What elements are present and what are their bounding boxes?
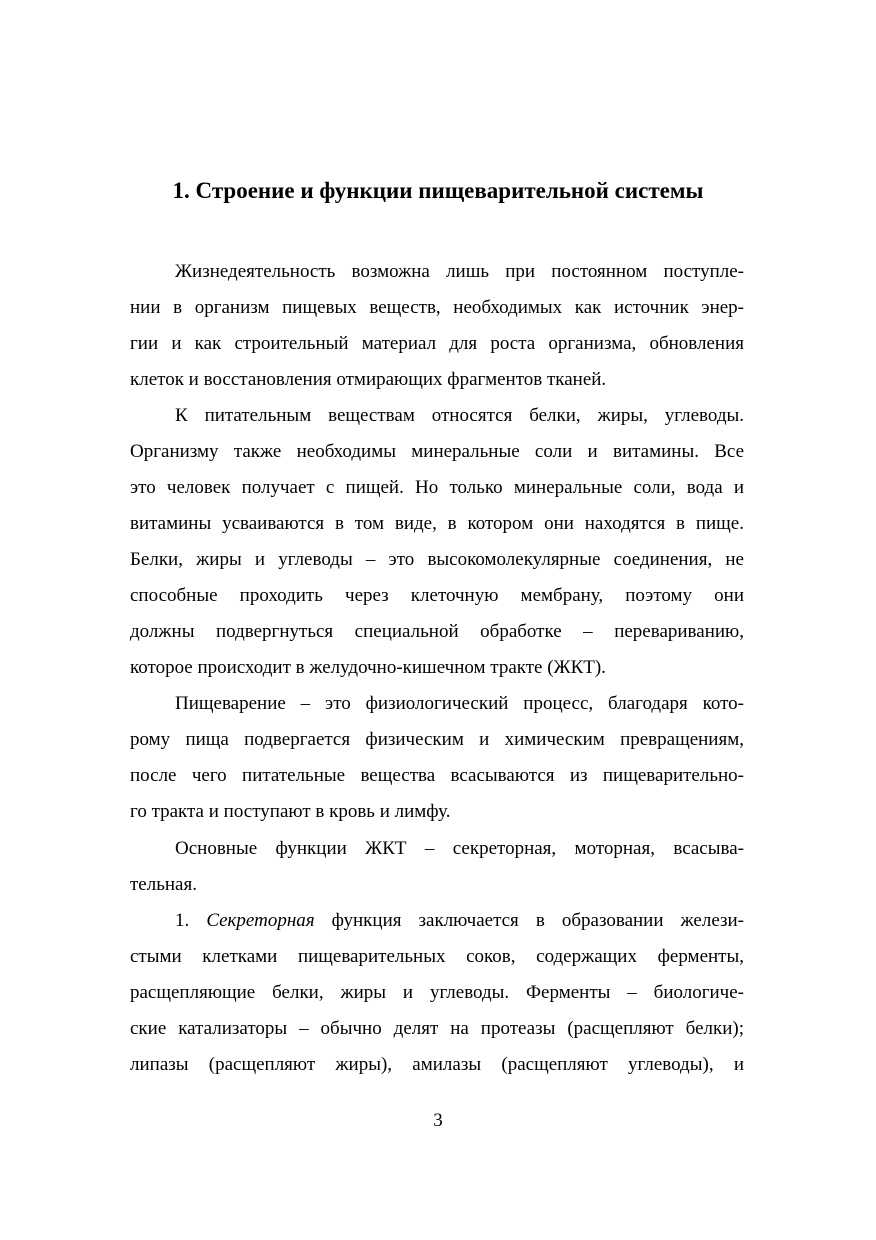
text-line: Организму также необходимы минеральные соли и витамины. Все <box>130 441 744 462</box>
text-line: Жизнедеятельность возможна лишь при постоянном поступле- <box>175 261 744 282</box>
text-line: Основные функции ЖКТ – секреторная, моторная, всасыва- <box>175 838 744 859</box>
italic-term: Секреторная <box>206 910 315 931</box>
text-line: К питательным веществам относятся белки, жиры, углеводы. <box>175 405 744 426</box>
text-line: тельная. <box>130 874 197 895</box>
text-line: витамины усваиваются в том виде, в котором они находятся в пище. <box>130 513 744 534</box>
text-line: Белки, жиры и углеводы – это высокомолекулярные соединения, не <box>130 549 744 570</box>
text-line: функция заключается в образовании желези- <box>331 910 745 931</box>
text-line: которое происходит в желудочно-кишечном тракте (ЖКТ). <box>130 657 606 678</box>
text-line: ские катализаторы – обычно делят на протеазы (расщепляют белки); <box>130 1018 744 1039</box>
text-line: расщепляющие белки, жиры и углеводы. Ферменты – биологиче- <box>130 982 744 1003</box>
text-line: гии и как строительный материал для роста организма, обновления <box>130 333 744 354</box>
page-number: 3 <box>433 1110 443 1131</box>
text-line: клеток и восстановления отмирающих фрагментов тканей. <box>130 369 607 390</box>
text-line: липазы (расщепляют жиры), амилазы (расщепляют углеводы), и <box>130 1054 744 1075</box>
text-line: должны подвергнуться специальной обработке – перевариванию, <box>130 621 744 642</box>
text-line: способные проходить через клеточную мембрану, поэтому они <box>130 585 744 606</box>
text-line: после чего питательные вещества всасываются из пищеварительно- <box>130 765 744 786</box>
list-number: 1. <box>175 910 190 931</box>
text-line: го тракта и поступают в кровь и лимфу. <box>130 801 451 822</box>
list-item-line <box>175 908 744 934</box>
text-line: стыми клетками пищеварительных соков, содержащих ферменты, <box>130 946 744 967</box>
text-line: нии в организм пищевых веществ, необходимых как источник энер- <box>130 297 744 318</box>
text-line: Пищеварение – это физиологический процесс, благодаря кото- <box>175 693 744 714</box>
text-line: рому пища подвергается физическим и химическим превращениям, <box>130 729 744 750</box>
section-heading: 1. Строение и функции пищеварительной системы <box>172 178 704 203</box>
text-line: это человек получает с пищей. Но только минеральные соли, вода и <box>130 477 744 498</box>
